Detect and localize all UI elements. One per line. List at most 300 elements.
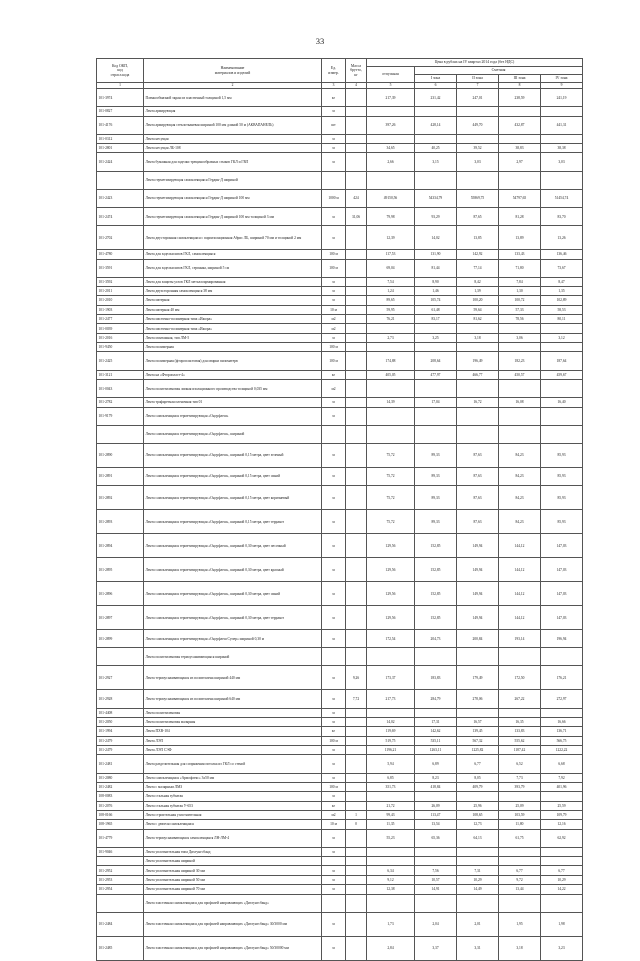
row-zone-3-price: 11,80 [499, 820, 541, 829]
row-zone-4-price: 109,79 [541, 810, 583, 819]
row-zone-2-price: 149,94 [457, 534, 499, 558]
row-name: Лента самоклеящаяся герметизирующая «Ондуфлеш», шириной [144, 425, 322, 443]
row-zone-2-price: 14,49 [457, 885, 499, 894]
row-unit [322, 857, 346, 866]
row-name: Лента с дюпеля самоклеящаяся [144, 820, 322, 829]
row-zone-2-price [457, 379, 499, 397]
row-mass [346, 866, 367, 875]
row-supplier-price [367, 171, 415, 189]
row-mass [346, 894, 367, 912]
row-unit: м [322, 792, 346, 801]
row-zone-4-price [541, 324, 583, 333]
row-zone-4-price: 102,89 [541, 296, 583, 305]
row-zone-1-price [415, 407, 457, 425]
row-unit: м [322, 486, 346, 510]
table-row [97, 89, 583, 107]
row-zone-3-price: 84,23 [499, 486, 541, 510]
row-unit: м [322, 866, 346, 875]
row-unit: м [322, 558, 346, 582]
row-name: Лента самоклеящаяся герметизирующая «Ондуфлеш», шириной 0,30 метра, цвет песочный [144, 534, 322, 558]
header-price-group: Цена в рублях на IV квартал 2014 года (без НДС) [367, 59, 583, 67]
row-zone-1-price: 131,90 [415, 250, 457, 259]
row-zone-3-price: 71,80 [499, 259, 541, 277]
row-name: Лента эластичная самоклеящаяся для профилей направляющих «Дихтунгсбанд» 50/30000 мм [144, 936, 322, 960]
table-header [97, 59, 583, 89]
row-zone-4-price: 187,64 [541, 352, 583, 370]
row-zone-4-price: 136,71 [541, 727, 583, 736]
column-number: 2 [144, 83, 322, 89]
row-code: 101-2894 [97, 534, 144, 558]
row-code: 101-2927 [97, 666, 144, 690]
row-zone-2-price: 7,31 [457, 866, 499, 875]
header-mass [346, 59, 367, 83]
row-zone-2-price: 567,32 [457, 736, 499, 745]
row-mass [346, 582, 367, 606]
table-row [97, 189, 583, 207]
row-mass [346, 829, 367, 847]
table-row [97, 226, 583, 250]
row-supplier-price: 351,73 [367, 782, 415, 791]
row-name: Лента уплотнительная типа Дихтунгсбанд [144, 847, 322, 856]
row-code [97, 648, 144, 666]
table-row [97, 107, 583, 116]
row-zone-4-price [541, 792, 583, 801]
row-zone-4-price: 51454,74 [541, 189, 583, 207]
row-zone-1-price: 89,33 [415, 467, 457, 485]
row-supplier-price: 173,37 [367, 666, 415, 690]
row-mass [346, 296, 367, 305]
header-zone-3: III зона [499, 75, 541, 83]
header-unit-line-1: Ед. [330, 66, 337, 71]
row-unit [322, 171, 346, 189]
row-supplier-price: 99,43 [367, 810, 415, 819]
table-row [97, 324, 583, 333]
row-zone-3-price [499, 107, 541, 116]
row-code: 101-4176 [97, 116, 144, 134]
row-code: 101-3591 [97, 259, 144, 277]
row-unit: м [322, 226, 346, 250]
header-mass-line-3: кг [354, 72, 358, 77]
row-supplier-price [367, 407, 415, 425]
header-code-line-1: Код ОКП, [112, 63, 128, 68]
row-zone-2-price: 100,20 [457, 296, 499, 305]
row-code: 101-3121 [97, 370, 144, 379]
row-mass [346, 379, 367, 397]
row-supplier-price [367, 324, 415, 333]
row-name: Лента несущая ЛБ-108 [144, 144, 322, 153]
row-zone-4-price: 401,96 [541, 782, 583, 791]
row-zone-2-price: 179,49 [457, 666, 499, 690]
row-code: 101-2484 [97, 912, 144, 936]
header-zone-2: II зона [457, 75, 499, 83]
row-name: Лента ЛЭП [144, 736, 322, 745]
row-mass [346, 287, 367, 296]
row-zone-2-price: 142,92 [457, 250, 499, 259]
row-mass [346, 153, 367, 171]
row-zone-2-price: 39,52 [457, 144, 499, 153]
row-unit: м [322, 443, 346, 467]
row-zone-1-price: 152,85 [415, 534, 457, 558]
row-code: 101-2893 [97, 510, 144, 534]
table-row [97, 582, 583, 606]
row-supplier-price: 69,04 [367, 259, 415, 277]
row-zone-1-price [415, 379, 457, 397]
row-name: Лента матерная [144, 296, 322, 305]
header-zone-1: I зона [415, 75, 457, 83]
row-mass [346, 226, 367, 250]
row-name: Лента уплотнительная шириной 50 мм [144, 875, 322, 884]
table-row [97, 144, 583, 153]
table-row [97, 467, 583, 485]
row-unit: м [322, 746, 346, 755]
table-row [97, 207, 583, 225]
row-zone-3-price: 144,12 [499, 606, 541, 630]
row-mass [346, 727, 367, 736]
row-code: 101-9179 [97, 407, 144, 425]
column-number: 8 [499, 83, 541, 89]
table-row [97, 171, 583, 189]
row-supplier-price: 405,05 [367, 370, 415, 379]
table-row [97, 370, 583, 379]
row-unit: м [322, 582, 346, 606]
row-zone-2-price [457, 134, 499, 143]
table-row [97, 782, 583, 791]
row-name: Лента уплотнительная шириной 30 мм [144, 866, 322, 875]
row-code: 101-3974 [97, 89, 144, 107]
row-supplier-price: 6,34 [367, 866, 415, 875]
row-name: Лента эластичная самоклеящаяся для профилей направляющих «Дихтунгсбанд» 30/3000 мм [144, 912, 322, 936]
header-unit [322, 59, 346, 83]
row-mass [346, 171, 367, 189]
row-zone-1-price: 6,89 [415, 755, 457, 773]
row-name: Лента термоусаживающаяся из полиэтилена шириной 640 мм [144, 690, 322, 708]
row-name: Лента армирующая стеклотканевая шириной 100 мм длиной 50 м (АКВАПАНЕЛЬ) [144, 116, 322, 134]
row-zone-1-price: 284,79 [415, 690, 457, 708]
row-code: 101-2011 [97, 287, 144, 296]
row-zone-2-price: 278,06 [457, 690, 499, 708]
row-zone-2-price [457, 648, 499, 666]
table-row [97, 666, 583, 690]
row-zone-3-price: 7,84 [499, 277, 541, 286]
row-zone-3-price: 13,89 [499, 226, 541, 250]
row-zone-3-price: 1,30 [499, 287, 541, 296]
row-name: Лента на «Фторопласт-4» [144, 370, 322, 379]
row-code [97, 425, 144, 443]
row-zone-2-price: 77,14 [457, 259, 499, 277]
row-zone-2-price: 108,65 [457, 810, 499, 819]
row-mass: 9,26 [346, 666, 367, 690]
row-zone-2-price: 16,57 [457, 717, 499, 726]
row-zone-4-price: 241,19 [541, 89, 583, 107]
row-name: Лента самоклеящаяся герметизирующая «Ондуфлеш» [144, 407, 322, 425]
row-zone-2-price: 87,63 [457, 510, 499, 534]
row-zone-4-price [541, 379, 583, 397]
row-zone-4-price: 16,66 [541, 717, 583, 726]
row-name: Лента самоклеящаяся герметизирующая «Ондуфлеш», шириной 0,15 метра, цвет терракот [144, 510, 322, 534]
row-zone-2-price [457, 343, 499, 352]
row-unit: м [322, 398, 346, 407]
row-supplier-price: 129,56 [367, 558, 415, 582]
row-name: Лента герметизирующая самоклеящаяся Гердин-Д шириной 100 мм толщиной 3 мм [144, 207, 322, 225]
row-unit: 100 м [322, 250, 346, 259]
table-row [97, 773, 583, 782]
row-name: Пленкообмазной экран из пластичный толщиной 1,5 мм [144, 89, 322, 107]
row-zone-4-price: 566,75 [541, 736, 583, 745]
row-code: 101-2954 [97, 885, 144, 894]
row-name: Лента термоусаживающаяся самоклеящаяся ЛН-ЛМ-4 [144, 829, 322, 847]
row-code: 101-2801 [97, 144, 144, 153]
table-row [97, 343, 583, 352]
row-supplier-price: 21,72 [367, 801, 415, 810]
row-zone-3-price: 78,56 [499, 315, 541, 324]
row-unit: 10 м [322, 820, 346, 829]
row-zone-3-price: 84,23 [499, 443, 541, 467]
row-supplier-price: 519,75 [367, 736, 415, 745]
row-code: 108-0166 [97, 810, 144, 819]
row-zone-4-price [541, 107, 583, 116]
row-mass [346, 847, 367, 856]
row-zone-4-price: 441,31 [541, 116, 583, 134]
header-mass-line-2: брутто, [350, 68, 362, 73]
row-unit: м [322, 510, 346, 534]
row-code: 101-2952 [97, 866, 144, 875]
row-zone-1-price: 1263,11 [415, 746, 457, 755]
row-zone-2-price [457, 847, 499, 856]
table-row [97, 606, 583, 630]
row-supplier-price: 217,73 [367, 690, 415, 708]
row-mass [346, 116, 367, 134]
row-zone-2-price: 149,94 [457, 606, 499, 630]
row-supplier-price: 14,02 [367, 717, 415, 726]
header-supplier-price: отпускная [367, 67, 415, 83]
row-code: 101-2080 [97, 773, 144, 782]
row-mass [346, 648, 367, 666]
row-unit: м [322, 107, 346, 116]
row-supplier-price [367, 708, 415, 717]
row-name: Лента самоклеящаяся герметизирующая «Ондуфлеш», шириной 0,30 метра, цвет красный [144, 558, 322, 582]
table-row [97, 708, 583, 717]
row-zone-3-price: 393,79 [499, 782, 541, 791]
row-zone-3-price: 450,57 [499, 370, 541, 379]
row-supplier-price: 76,21 [367, 315, 415, 324]
table-row [97, 259, 583, 277]
row-mass [346, 773, 367, 782]
row-zone-1-price: 231,42 [415, 89, 457, 107]
row-zone-1-price: 3,25 [415, 333, 457, 342]
row-zone-3-price: 38,83 [499, 144, 541, 153]
row-mass [346, 352, 367, 370]
row-zone-1-price: 3,15 [415, 153, 457, 171]
table-row [97, 894, 583, 912]
row-supplier-price: 1,24 [367, 287, 415, 296]
row-zone-4-price: 147,03 [541, 582, 583, 606]
row-zone-1-price: 14,02 [415, 226, 457, 250]
row-name: Лента строительная уплотнительная [144, 810, 322, 819]
row-code [97, 857, 144, 866]
row-name: Лента армирующая [144, 107, 322, 116]
row-zone-4-price: 1,98 [541, 912, 583, 936]
row-zone-2-price: 87,63 [457, 443, 499, 467]
row-unit: кг [322, 801, 346, 810]
price-table-sheet [96, 58, 582, 961]
row-zone-2-price: 196,49 [457, 352, 499, 370]
row-supplier-price: 75,72 [367, 486, 415, 510]
row-name: Лента полимерная [144, 343, 322, 352]
row-zone-1-price [415, 425, 457, 443]
row-supplier-price [367, 857, 415, 866]
row-zone-1-price: 8,90 [415, 277, 457, 286]
column-number: 5 [367, 83, 415, 89]
row-zone-1-price: 152,85 [415, 606, 457, 630]
row-name: Лента полимерная (фторопластовая) для оварки пиломатерв [144, 352, 322, 370]
row-supplier-price: 79,98 [367, 207, 415, 225]
row-code: 101-3592 [97, 277, 144, 286]
row-zone-3-price: 555,62 [499, 736, 541, 745]
row-zone-3-price [499, 847, 541, 856]
row-zone-4-price: 3,12 [541, 333, 583, 342]
row-mass [346, 144, 367, 153]
row-zone-4-price: 1,35 [541, 287, 583, 296]
row-zone-3-price: 3,18 [499, 936, 541, 960]
row-zone-3-price: 3,06 [499, 333, 541, 342]
row-supplier-price: 2,66 [367, 153, 415, 171]
row-mass [346, 736, 367, 745]
row-zone-1-price [415, 847, 457, 856]
row-zone-4-price [541, 343, 583, 352]
row-unit: 100 м [322, 259, 346, 277]
row-code: 101-2016 [97, 333, 144, 342]
row-zone-3-price: 6,52 [499, 755, 541, 773]
table-row [97, 398, 583, 407]
row-mass [346, 398, 367, 407]
row-name: Лента мастично-полимерная типа «Ижора» [144, 324, 322, 333]
row-code: 101-2423 [97, 189, 144, 207]
row-supplier-price: 14,39 [367, 398, 415, 407]
table-row [97, 153, 583, 171]
header-estimate-price: Сметная [415, 67, 583, 75]
header-name [144, 59, 322, 83]
row-zone-2-price: 3,03 [457, 153, 499, 171]
row-zone-4-price: 10,29 [541, 875, 583, 884]
table-body [97, 89, 583, 961]
row-zone-1-price [415, 857, 457, 866]
row-zone-4-price: 1222,22 [541, 746, 583, 755]
row-mass [346, 407, 367, 425]
row-mass [346, 755, 367, 773]
row-mass [346, 510, 367, 534]
row-zone-3-price [499, 407, 541, 425]
row-zone-1-price: 428,14 [415, 116, 457, 134]
row-zone-2-price [457, 894, 499, 912]
row-zone-3-price: 81,28 [499, 207, 541, 225]
row-supplier-price: 49150,56 [367, 189, 415, 207]
row-unit: 1000 м [322, 189, 346, 207]
row-code [97, 171, 144, 189]
row-code: 101-4408 [97, 708, 144, 717]
row-unit: м [322, 333, 346, 342]
row-zone-1-price: 89,33 [415, 443, 457, 467]
row-zone-3-price: 57,33 [499, 305, 541, 314]
row-name: Лента стальная зубчатая У-653 [144, 801, 322, 810]
row-zone-4-price: 6,68 [541, 755, 583, 773]
row-zone-4-price: 13,26 [541, 226, 583, 250]
row-supplier-price: 34,65 [367, 144, 415, 153]
row-unit: 100 м [322, 782, 346, 791]
row-zone-4-price [541, 425, 583, 443]
row-zone-1-price [415, 171, 457, 189]
row-mass [346, 875, 367, 884]
row-zone-2-price: 466,77 [457, 370, 499, 379]
table-row [97, 134, 583, 143]
header-zone-4: IV зона [541, 75, 583, 83]
row-zone-3-price [499, 708, 541, 717]
row-mass [346, 250, 367, 259]
row-zone-2-price: 55869,75 [457, 189, 499, 207]
row-zone-4-price: 25,59 [541, 801, 583, 810]
table-row [97, 305, 583, 314]
table-row [97, 250, 583, 259]
row-supplier-price [367, 379, 415, 397]
row-unit: м [322, 606, 346, 630]
row-supplier-price: 12,38 [367, 885, 415, 894]
row-zone-2-price: 3,18 [457, 333, 499, 342]
row-zone-1-price: 105,74 [415, 296, 457, 305]
row-zone-2-price: 87,63 [457, 467, 499, 485]
row-mass [346, 717, 367, 726]
row-zone-1-price [415, 648, 457, 666]
row-zone-4-price: 14,22 [541, 885, 583, 894]
table-row [97, 810, 583, 819]
row-zone-1-price: 152,85 [415, 558, 457, 582]
page-number: 33 [315, 36, 325, 46]
row-name: Лента герметизирующая самоклеящаяся Гердин-Д шириной [144, 171, 322, 189]
row-zone-1-price: 3,37 [415, 936, 457, 960]
row-supplier-price: 172,54 [367, 630, 415, 648]
table-row [97, 885, 583, 894]
row-zone-3-price: 238,59 [499, 89, 541, 107]
row-name: Лента самоклеящаяся «Армофлекс» 3х50 мм [144, 773, 322, 782]
row-zone-2-price: 87,63 [457, 486, 499, 510]
row-unit: м2 [322, 315, 346, 324]
row-code: 108-1965 [97, 820, 144, 829]
row-zone-3-price: 84,23 [499, 510, 541, 534]
row-zone-3-price: 144,12 [499, 582, 541, 606]
table-row [97, 801, 583, 810]
row-zone-2-price: 149,94 [457, 558, 499, 582]
row-mass: 0 [346, 820, 367, 829]
row-zone-4-price: 85,93 [541, 486, 583, 510]
table-row [97, 690, 583, 708]
row-name: Лента полиэтиленовая термоусаживающаяся шириной [144, 648, 322, 666]
row-name: Лента для заделки швов ГКЛ, самоклеящаяся [144, 250, 322, 259]
row-supplier-price: 397,26 [367, 116, 415, 134]
row-name: Лента монтажная, тип ЛМ-5 [144, 333, 322, 342]
row-supplier-price: 129,56 [367, 606, 415, 630]
table-row [97, 727, 583, 736]
row-supplier-price: 217,39 [367, 89, 415, 107]
row-unit: м [322, 875, 346, 884]
row-code: 101-2474 [97, 207, 144, 225]
row-supplier-price [367, 343, 415, 352]
row-supplier-price [367, 894, 415, 912]
row-zone-3-price: 267,22 [499, 690, 541, 708]
row-zone-3-price [499, 894, 541, 912]
row-zone-3-price: 7,73 [499, 773, 541, 782]
row-zone-4-price: 3,03 [541, 153, 583, 171]
row-zone-3-price [499, 134, 541, 143]
row-zone-4-price: 176,21 [541, 666, 583, 690]
row-zone-1-price [415, 134, 457, 143]
